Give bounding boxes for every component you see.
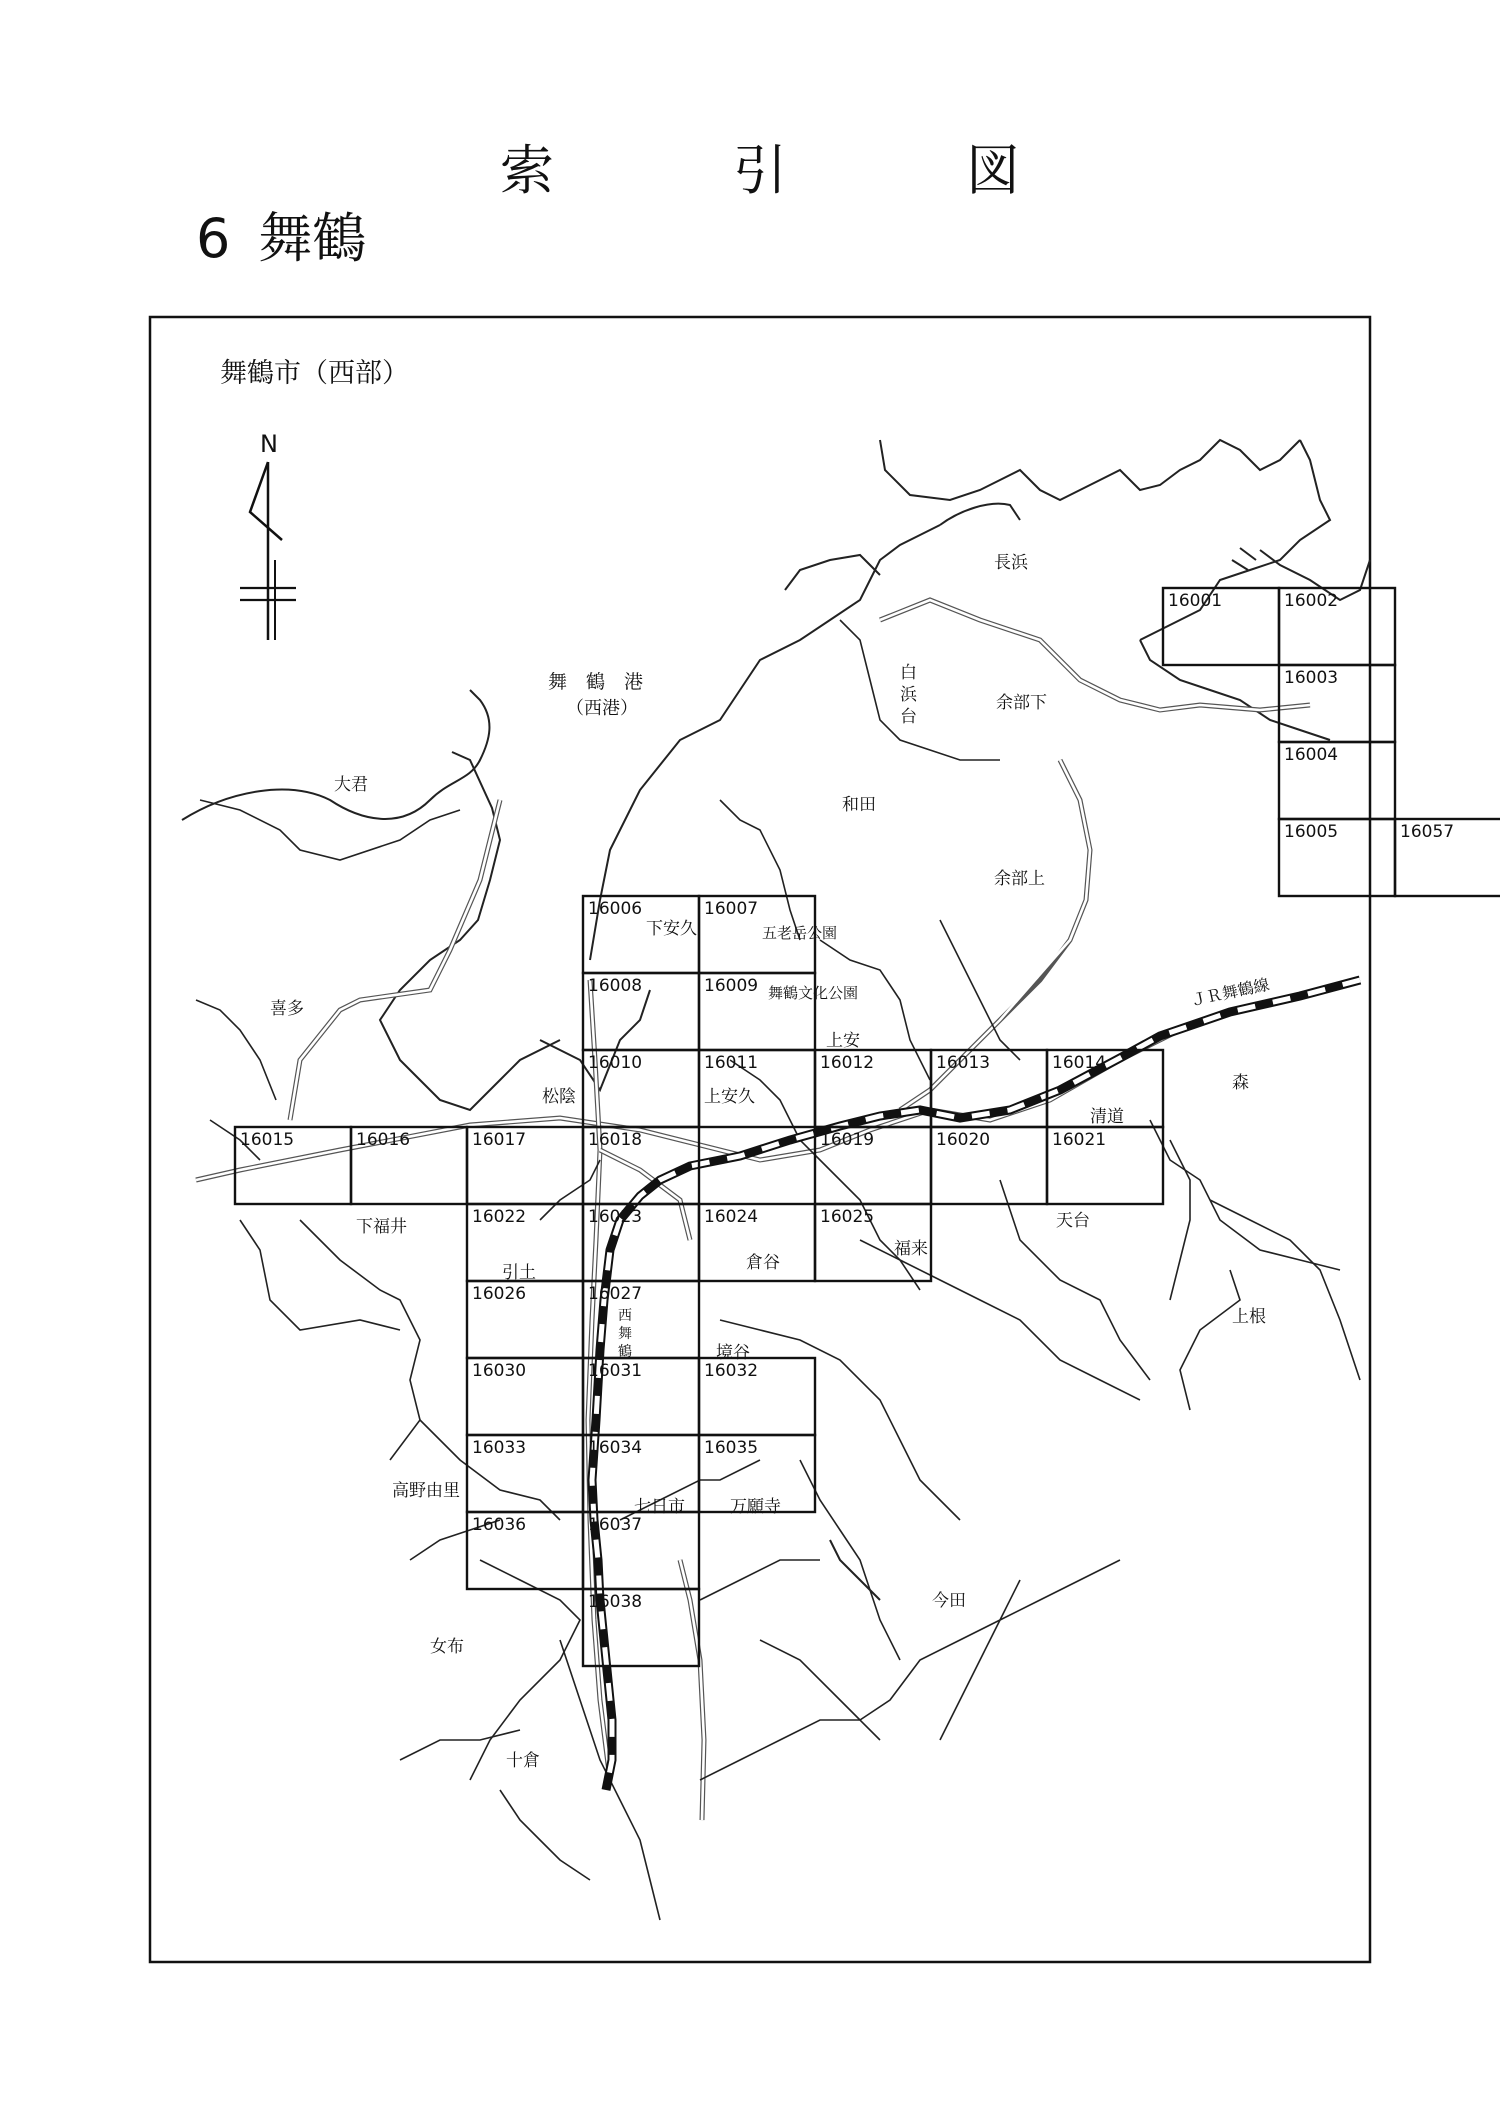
place-label: 福来 xyxy=(894,1239,928,1259)
sheet-tile-number: 16013 xyxy=(936,1053,991,1073)
sheet-tile-number: 16009 xyxy=(704,976,759,996)
sheet-tile-16033[interactable] xyxy=(467,1435,583,1512)
sheet-tile-16005[interactable] xyxy=(1279,819,1395,896)
sheet-tile-number: 16004 xyxy=(1284,745,1339,765)
sheet-tile-number: 16031 xyxy=(588,1361,643,1381)
sheet-tile-number: 16015 xyxy=(240,1130,295,1150)
sheet-tile-number: 16001 xyxy=(1168,591,1223,611)
place-label: 舞 xyxy=(618,1326,632,1342)
title-char: 引 xyxy=(733,139,787,202)
sheet-tile-number: 16057 xyxy=(1400,822,1455,842)
place-label: 大君 xyxy=(334,775,368,795)
sheet-tile-number: 16038 xyxy=(588,1592,643,1612)
sheet-tile-16004[interactable] xyxy=(1279,742,1395,819)
sheet-tile-number: 16036 xyxy=(472,1515,527,1535)
sheet-tile-16001[interactable] xyxy=(1163,588,1279,665)
area-title: 舞鶴市（西部） xyxy=(220,358,409,389)
place-label: 余部下 xyxy=(996,693,1047,713)
place-label: 下安久 xyxy=(646,919,697,939)
place-label: 西 xyxy=(618,1308,632,1324)
place-label: 松陰 xyxy=(542,1087,576,1107)
place-label: 台 xyxy=(900,707,917,727)
place-labels xyxy=(270,553,1266,1771)
sheet-tile-16019[interactable] xyxy=(815,1127,931,1204)
sheet-tile-number: 16010 xyxy=(588,1053,643,1073)
place-label: 十倉 xyxy=(506,1751,540,1771)
sheet-tile-number: 16034 xyxy=(588,1438,643,1458)
place-label: 森 xyxy=(1232,1073,1249,1093)
sheet-tile-number: 16032 xyxy=(704,1361,759,1381)
sheet-tile-16032[interactable] xyxy=(699,1358,815,1435)
sheet-tile-number: 16005 xyxy=(1284,822,1339,842)
place-label: 和田 xyxy=(842,795,876,815)
place-label: 万願寺 xyxy=(730,1497,781,1517)
place-label: 上根 xyxy=(1232,1307,1266,1327)
sheet-tile-number: 16025 xyxy=(820,1207,875,1227)
sheet-tile-16036[interactable] xyxy=(467,1512,583,1589)
sheet-tile-number: 16020 xyxy=(936,1130,991,1150)
coastline xyxy=(182,440,1370,1600)
sheet-tile-number: 16012 xyxy=(820,1053,875,1073)
harbor-name: 舞 鶴 港 xyxy=(548,671,644,693)
place-label: 長浜 xyxy=(994,553,1028,573)
park-label: 舞鶴文化公園 xyxy=(768,984,859,1002)
sheet-tile-number: 16003 xyxy=(1284,668,1339,688)
sheet-tile-number: 16027 xyxy=(588,1284,643,1304)
sheet-tile-16003[interactable] xyxy=(1279,665,1395,742)
sheet-tile-number: 16021 xyxy=(1052,1130,1107,1150)
sheet-tile-number: 16011 xyxy=(704,1053,759,1073)
sheet-tile-number: 16022 xyxy=(472,1207,527,1227)
sheet-tile-number: 16018 xyxy=(588,1130,643,1150)
north-arrow-icon xyxy=(240,430,296,640)
harbor-sub: （西港） xyxy=(566,698,638,719)
section-name: 舞鶴 xyxy=(258,207,367,270)
section-number: 6 xyxy=(196,207,231,270)
sheet-tile-16017[interactable] xyxy=(467,1127,583,1204)
sheet-tile-number: 16035 xyxy=(704,1438,759,1458)
sheet-tile-number: 16016 xyxy=(356,1130,411,1150)
place-label: 女布 xyxy=(430,1637,464,1657)
place-label: 余部上 xyxy=(994,869,1045,889)
place-label: 境谷 xyxy=(716,1343,750,1363)
sheet-tile-16016[interactable] xyxy=(351,1127,467,1204)
place-label: 白 xyxy=(900,663,917,683)
sheet-tile-number: 16017 xyxy=(472,1130,527,1150)
park-label: 五老岳公園 xyxy=(762,924,838,942)
sheet-tile-number: 16026 xyxy=(472,1284,527,1304)
north-label: N xyxy=(260,430,278,458)
sheet-tile-16026[interactable] xyxy=(467,1281,583,1358)
place-label: 清道 xyxy=(1090,1107,1124,1127)
place-label: 今田 xyxy=(932,1591,966,1611)
sheet-tile-number: 16019 xyxy=(820,1130,875,1150)
place-label: 下福井 xyxy=(356,1217,407,1237)
place-label: 上安 xyxy=(826,1031,860,1051)
title-char: 図 xyxy=(966,139,1020,202)
map-frame xyxy=(150,317,1370,1962)
sheet-tile-16030[interactable] xyxy=(467,1358,583,1435)
place-label: 高野由里 xyxy=(392,1481,460,1501)
sheet-tile-number: 16037 xyxy=(588,1515,643,1535)
sheet-tile-number: 16006 xyxy=(588,899,643,919)
sheet-tile-number: 16014 xyxy=(1052,1053,1107,1073)
sheet-tile-16008[interactable] xyxy=(583,973,699,1050)
sheet-tile-16057[interactable] xyxy=(1395,819,1500,896)
sheet-tile-number: 16023 xyxy=(588,1207,643,1227)
sheet-tile-number: 16002 xyxy=(1284,591,1339,611)
place-label: 倉谷 xyxy=(746,1253,780,1273)
sheet-tile-16021[interactable] xyxy=(1047,1127,1163,1204)
place-label: 鶴 xyxy=(618,1344,632,1360)
sheet-tile-number: 16007 xyxy=(704,899,759,919)
sheet-tile-number: 16008 xyxy=(588,976,643,996)
place-label: 引土 xyxy=(502,1263,536,1283)
sheet-tile-number: 16024 xyxy=(704,1207,759,1227)
place-label: 浜 xyxy=(900,685,917,705)
place-label: 天台 xyxy=(1056,1211,1090,1231)
sheet-grid xyxy=(235,588,1500,1666)
title-char: 索 xyxy=(500,139,554,202)
sheet-tile-number: 16030 xyxy=(472,1361,527,1381)
sheet-tile-16020[interactable] xyxy=(931,1127,1047,1204)
rail-label: ＪＲ舞鶴線 xyxy=(1188,974,1272,1010)
sheet-tile-number: 16033 xyxy=(472,1438,527,1458)
place-label: 七日市 xyxy=(634,1497,685,1517)
place-label: 上安久 xyxy=(704,1087,755,1107)
sheet-tile-16002[interactable] xyxy=(1279,588,1395,665)
place-label: 喜多 xyxy=(270,999,304,1019)
